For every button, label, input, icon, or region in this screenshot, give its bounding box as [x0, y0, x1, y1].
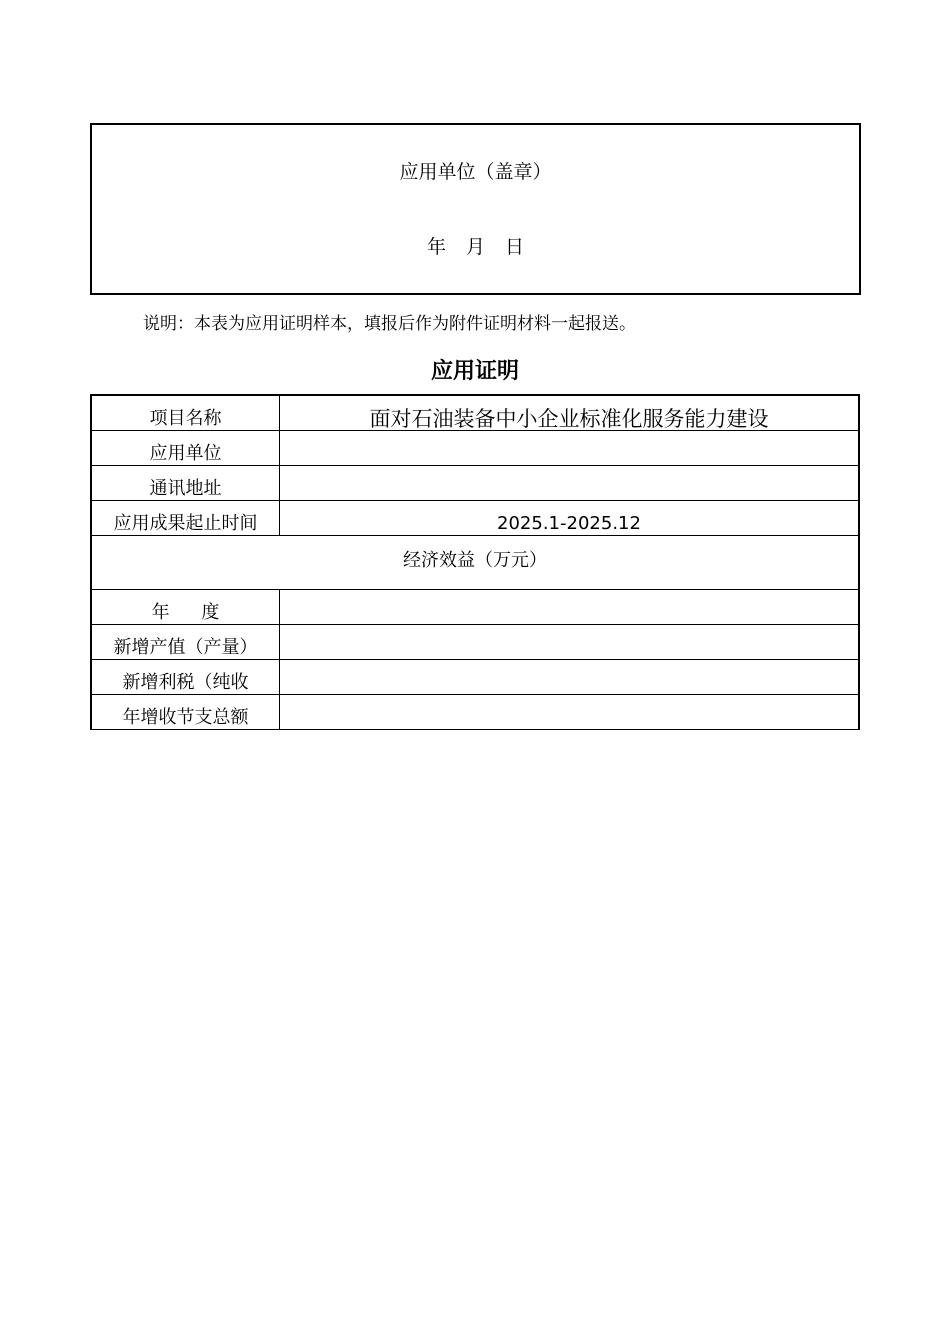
applicant-value[interactable]	[280, 431, 860, 466]
output-value[interactable]	[280, 625, 860, 660]
period-label: 应用成果起止时间	[91, 501, 280, 536]
explanatory-note: 说明：本表为应用证明样本，填报后作为附件证明材料一起报送。	[143, 314, 636, 334]
project-name-label: 项目名称	[91, 395, 280, 431]
project-name-value: 面对石油装备中小企业标准化服务能力建设	[280, 395, 860, 431]
row-address	[91, 466, 859, 501]
benefits-header: 经济效益（万元）	[91, 536, 859, 590]
year-value[interactable]	[280, 590, 860, 625]
form-title: 应用证明	[430, 359, 519, 384]
row-project-name	[91, 395, 859, 431]
application-certificate-table	[90, 394, 860, 730]
row-output	[91, 625, 859, 660]
tax-value[interactable]	[280, 660, 860, 695]
output-label: 新增产值（产量）	[91, 625, 280, 660]
savings-value[interactable]	[280, 695, 860, 730]
applicant-label: 应用单位	[91, 431, 280, 466]
row-year	[91, 590, 859, 625]
savings-label: 年增收节支总额	[91, 695, 280, 730]
tax-label: 新增利税（纯收	[91, 660, 280, 695]
stamp-date-label: 年 月 日	[426, 236, 525, 258]
address-label: 通讯地址	[91, 466, 280, 501]
period-value: 2025.1-2025.12	[280, 501, 860, 536]
row-period	[91, 501, 859, 536]
row-tax	[91, 660, 859, 695]
address-value[interactable]	[280, 466, 860, 501]
year-label: 年 度	[91, 590, 280, 625]
row-benefits-header	[91, 536, 859, 590]
row-savings	[91, 695, 859, 730]
stamp-box	[90, 123, 861, 295]
row-applicant	[91, 431, 859, 466]
stamp-unit-label: 应用单位（盖章）	[399, 161, 552, 183]
